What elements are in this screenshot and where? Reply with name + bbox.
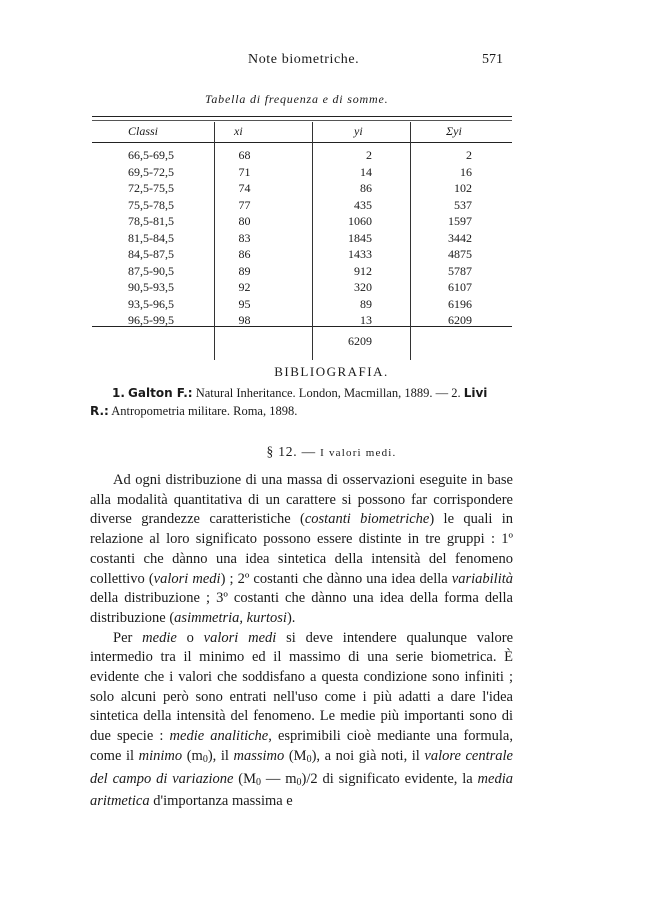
- cell-yi: 2: [366, 148, 372, 162]
- header-classi: Classi: [128, 124, 159, 138]
- table-row: [92, 280, 512, 297]
- text-run: (M: [284, 747, 307, 764]
- page-number: 571: [482, 52, 503, 67]
- text-run: ) ; 2º costanti che dànno una idea della: [220, 570, 452, 587]
- running-head-title: Note biometriche.: [248, 52, 360, 67]
- text-run: si deve intendere qualunque valore intermedio tra il minimo ed il massimo di una serie biometrica. È evidente che i valori che soddisfano a questa condizione sono infiniti ; solo alcuni però sono entrati nell'uso come i più adatti a dare l'idea sintetica della intensità del fenomeno. Le medie più importanti sono di due specie :: [90, 629, 513, 745]
- cell-xi: 92: [238, 280, 251, 294]
- table-total: 6209: [348, 334, 372, 348]
- cell-yi: 320: [354, 280, 372, 294]
- cell-yi: 912: [354, 263, 372, 278]
- italic-term: massimo: [233, 747, 285, 764]
- italic-term: costanti biometriche: [304, 511, 430, 528]
- table-row: [92, 198, 512, 215]
- cell-xi: 80: [238, 214, 251, 228]
- cell-classi: 69,5-72,5: [128, 164, 174, 179]
- italic-term: asimmetria, kurtosi: [174, 609, 287, 626]
- text-run: ), il: [207, 747, 234, 764]
- cell-yi: 86: [360, 181, 372, 195]
- cell-sum: 1597: [448, 214, 472, 228]
- italic-term: variabilità: [451, 570, 514, 587]
- cell-classi: 72,5-75,5: [128, 181, 174, 195]
- italic-term: valori medi: [203, 629, 277, 646]
- cell-xi: 74: [238, 181, 251, 195]
- subscript: 0: [202, 753, 208, 765]
- cell-classi: 78,5-81,5: [128, 214, 174, 228]
- text-run: (m: [182, 747, 203, 764]
- cell-xi: 98: [238, 313, 251, 327]
- italic-term: valori medi: [153, 570, 221, 587]
- table-body: [92, 148, 512, 330]
- running-head: [0, 52, 663, 72]
- cell-classi: 75,5-78,5: [128, 197, 174, 212]
- table-row: [92, 247, 512, 264]
- text-run: o: [176, 629, 204, 646]
- italic-term: medie: [142, 629, 177, 646]
- text-run: , esprimibili cioè mediante una formula, come il: [90, 728, 513, 764]
- cell-yi: 435: [354, 197, 372, 212]
- cell-xi: 68: [238, 148, 251, 162]
- cell-yi: 13: [360, 313, 372, 327]
- table-row: [92, 264, 512, 281]
- cell-xi: 95: [238, 296, 251, 311]
- cell-classi: 90,5-93,5: [128, 280, 174, 294]
- text-run: )/2 di significato evidente, la: [301, 770, 478, 787]
- subscript: 0: [306, 753, 312, 765]
- cell-yi: 1060: [348, 214, 372, 228]
- table-top-rule-inner: [92, 120, 512, 121]
- table-caption: Tabella di frequenza e di somme.: [205, 92, 389, 106]
- table-header-rule: [92, 142, 512, 143]
- cell-sum: 5787: [448, 263, 472, 278]
- table-top-rule: [92, 116, 512, 117]
- section-number: § 12. —: [266, 444, 316, 459]
- cell-sum: 537: [454, 197, 472, 212]
- cell-sum: 6209: [448, 313, 472, 327]
- text-run: Per: [113, 629, 143, 646]
- bib-text: Antropometria militare. Roma, 1898.: [111, 404, 298, 418]
- cell-yi: 89: [360, 296, 372, 311]
- paragraph: [90, 629, 513, 812]
- cell-yi: 1845: [348, 230, 372, 245]
- cell-classi: 66,5-69,5: [128, 148, 174, 162]
- bibliography-entry: [90, 384, 512, 420]
- cell-classi: 96,5-99,5: [128, 313, 174, 327]
- cell-sum: 102: [454, 181, 472, 195]
- italic-term: minimo: [138, 747, 183, 764]
- bib-number: 1.: [112, 386, 125, 400]
- italic-term: medie analitiche: [169, 728, 269, 745]
- text-run: ), a noi già noti, il: [311, 747, 425, 764]
- paragraph: [90, 471, 513, 629]
- bib-author: Livi: [463, 386, 488, 400]
- bib-author: R.:: [90, 404, 109, 418]
- text-run: d'importanza massima e: [149, 793, 293, 810]
- header-yi: yi: [354, 124, 363, 138]
- table-row: [92, 148, 512, 165]
- italic-term: valore centrale del campo di variazione: [90, 747, 513, 787]
- cell-xi: 83: [238, 230, 251, 245]
- table-row: [92, 214, 512, 231]
- cell-sum: 3442: [448, 230, 472, 245]
- section-heading: [0, 444, 663, 460]
- cell-xi: 86: [238, 247, 251, 261]
- header-sum-yi: Σyi: [446, 124, 462, 138]
- table-row: [92, 165, 512, 182]
- table-row: [92, 297, 512, 314]
- header-xi: xi: [234, 124, 243, 138]
- cell-classi: 81,5-84,5: [128, 230, 174, 245]
- text-run: ).: [286, 609, 296, 626]
- subscript: 0: [256, 776, 261, 788]
- text-run: Ad ogni distribuzione di una massa di osservazioni eseguite in base alla modalità quantitativa di un carattere si possono far corrispondere diverse grandezze caratteristiche (: [90, 472, 513, 528]
- italic-term: media aritmetica: [90, 770, 513, 810]
- cell-sum: 6107: [448, 280, 472, 294]
- cell-sum: 6196: [448, 296, 472, 311]
- bibliography: [90, 384, 512, 420]
- cell-xi: 77: [238, 197, 251, 212]
- cell-classi: 93,5-96,5: [128, 296, 174, 311]
- table-row: [92, 231, 512, 248]
- cell-classi: 87,5-90,5: [128, 263, 174, 278]
- table-row: [92, 181, 512, 198]
- cell-sum: 4875: [448, 247, 472, 261]
- table-row: [92, 313, 512, 330]
- bibliography-title: BIBLIOGRAFIA.: [274, 364, 389, 379]
- section-title: I valori medi.: [320, 447, 397, 459]
- body-text: [90, 471, 513, 812]
- cell-sum: 2: [466, 148, 472, 162]
- text-run: della distribuzione ; 3º costanti che dànno una idea della forma della distribuzione (: [90, 590, 513, 626]
- cell-classi: 84,5-87,5: [128, 247, 174, 261]
- cell-xi: 71: [238, 164, 251, 179]
- cell-yi: 1433: [348, 247, 372, 261]
- text-run: (M: [233, 770, 256, 787]
- bib-author: Galton F.:: [128, 386, 193, 400]
- text-run: ) le quali in relazione al loro significato possono essere distinte in tre gruppi : 1º costanti che dànno una idea sintetica della intensità del fenomeno collettivo (: [90, 511, 514, 587]
- cell-sum: 16: [460, 164, 472, 179]
- cell-xi: 89: [238, 263, 251, 278]
- cell-yi: 14: [360, 164, 372, 179]
- text-run: — m: [261, 770, 297, 787]
- bib-text: Natural Inheritance. London, Macmillan, 1889. — 2.: [195, 386, 461, 400]
- subscript: 0: [296, 776, 302, 788]
